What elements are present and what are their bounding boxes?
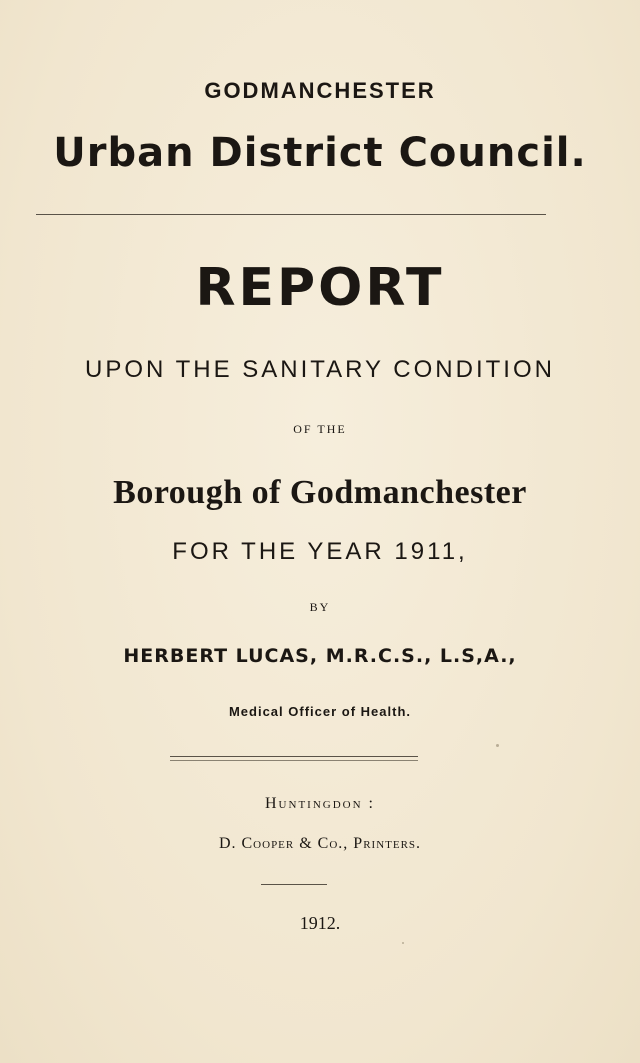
report-subject: UPON THE SANITARY CONDITION [85, 356, 555, 383]
printer-name: D. Cooper & Co., Printers. [218, 835, 422, 852]
borough-name: Borough of Godmanchester [113, 474, 527, 511]
author-name: HERBERT LUCAS, M.R.C.S., L.S,A., [123, 645, 517, 667]
publication-place: Huntingdon : [265, 795, 375, 812]
council-name: Urban District Council. [53, 130, 587, 176]
top-rule [36, 214, 546, 215]
by-text: BY [309, 600, 331, 614]
bottom-rule [261, 884, 327, 885]
council-town: GODMANCHESTER [204, 78, 436, 103]
author-role: Medical Officer of Health. [228, 704, 412, 719]
report-year: FOR THE YEAR 1911, [172, 538, 468, 565]
middle-double-rule [170, 756, 418, 761]
of-the-text: OF THE [293, 422, 347, 436]
paper-speck [402, 942, 404, 944]
publication-date: 1912. [299, 913, 341, 933]
report-heading: REPORT [195, 258, 445, 318]
paper-speck [496, 744, 499, 747]
